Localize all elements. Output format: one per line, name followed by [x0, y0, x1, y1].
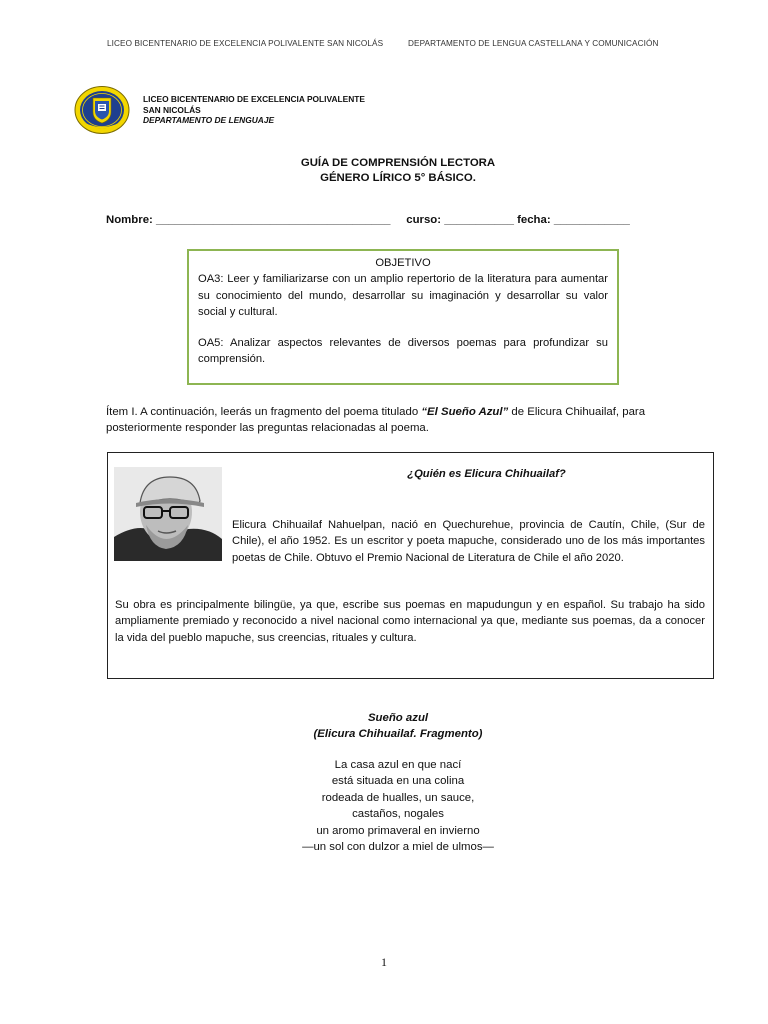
poem-line: castaños, nogales: [352, 808, 444, 821]
running-header-school: LICEO BICENTENARIO DE EXCELENCIA POLIVALENTE SAN NICOLÁS: [107, 39, 384, 48]
document-title-line1: GUÍA DE COMPRENSIÓN LECTORA: [300, 157, 496, 169]
school-department: DEPARTAMENTO DE LENGUAJE: [143, 115, 275, 126]
objective-box: [187, 249, 619, 385]
poem-line: La casa azul en que nací: [334, 759, 462, 771]
poem-title: Sueño azul: [367, 712, 429, 724]
poem-line: un aromo primaveral en invierno: [316, 824, 480, 837]
bio-paragraph-1: [115, 517, 705, 566]
poem-line: está situada en una colina: [331, 775, 465, 788]
bio-paragraph-1-text: Elicura Chihuailaf Nahuelpan, nació en Quechurehue, provincia de Cautín, Chile, (Sur de Chile), el año 1952. Es un escritor y poeta mapuche, considerado uno de los más importantes poetas de Chile. Obtuvo el Premio Nacional de Literatura de Chile el año 2020.: [232, 519, 705, 564]
running-header: [0, 39, 768, 51]
item-instructions-end: de Elicura Chihuailaf, para posteriormente responder las preguntas relacionadas al poema.: [106, 406, 646, 435]
fecha-label: fecha:: [517, 214, 551, 226]
school-crest-icon: [74, 85, 130, 135]
objective-heading: OBJETIVO: [375, 257, 431, 269]
objective-oa5: OA5: Analizar aspectos relevantes de diversos poemas para profundizar su comprensión.: [198, 336, 608, 366]
school-location: SAN NICOLÁS: [143, 104, 201, 115]
poem-fragment: [0, 757, 768, 855]
poem-subtitle: (Elicura Chihuailaf. Fragmento): [313, 728, 483, 741]
school-name: LICEO BICENTENARIO DE EXCELENCIA POLIVALENTE: [143, 94, 365, 104]
bio-heading: ¿Quién es Elicura Chihuailaf?: [407, 468, 566, 480]
objective-oa3: OA3: Leer y familiarizarse con un amplio repertorio de la literatura para aumentar su conocimiento del mundo, desarrollar su imaginación y desarrollar su valor social y cultural.: [198, 273, 608, 319]
curso-label: curso:: [406, 214, 442, 226]
running-header-department: DEPARTAMENTO DE LENGUA CASTELLANA Y COMUNICACIÓN: [408, 39, 659, 48]
author-bio-box: [107, 452, 714, 679]
poem-line: rodeada de hualles, un sauce,: [321, 791, 475, 804]
fecha-field[interactable]: ____________: [553, 214, 630, 226]
item-instructions: [106, 404, 662, 437]
nombre-field[interactable]: _____________________________________: [156, 214, 391, 226]
student-info-line: [106, 214, 630, 226]
bio-paragraph-2: Su obra es principalmente bilingüe, ya que, escribe sus poemas en mapudungun y en español. Su trabajo ha sido ampliamente premiado y reconocido a nivel nacional como internacional ya que, mediante sus poemas, da a conocer la vida del pueblo mapuche, sus creencias, rituales y cultura.: [115, 599, 705, 644]
item-instructions-start: Ítem I. A continuación, leerás un fragmento del poema titulado: [106, 406, 422, 418]
poem-line: —un sol con dulzor a miel de ulmos—: [302, 841, 494, 854]
document-title: [0, 156, 768, 186]
curso-field[interactable]: ___________: [444, 214, 514, 226]
poem-heading: [0, 710, 768, 743]
item-poem-name: “El Sueño Azul”: [421, 406, 509, 418]
school-identification: [143, 94, 365, 126]
page-number: 1: [381, 955, 387, 969]
document-title-line2: GÉNERO LÍRICO 5° BÁSICO.: [320, 172, 476, 184]
nombre-label: Nombre:: [106, 214, 153, 226]
